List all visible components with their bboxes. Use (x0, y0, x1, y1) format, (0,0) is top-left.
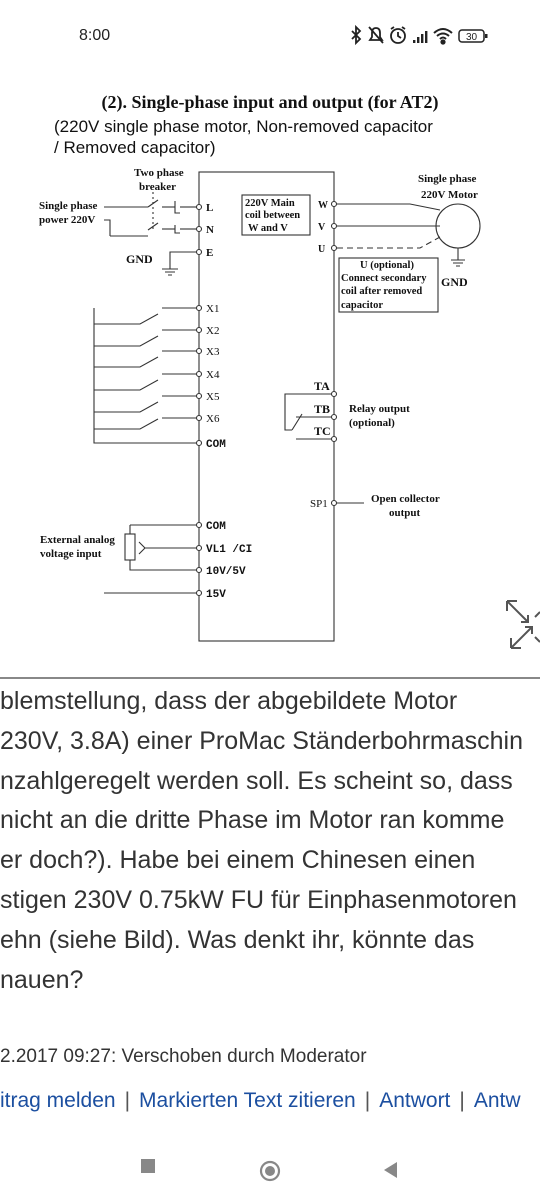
terminal-15v: 15V (206, 589, 226, 601)
analog-label-2: voltage input (40, 548, 102, 560)
relay-label-1: Relay output (349, 403, 410, 415)
coil-label-3: W and V (248, 223, 288, 234)
status-time: 8:00 (79, 27, 111, 44)
post-line-6: stigen 230V 0.75kW FU für Einphasenmotoren (0, 886, 517, 914)
post-line-8: nauen? (0, 966, 84, 994)
quote-selection-link[interactable]: Markierten Text zitieren (139, 1089, 356, 1112)
signal-icon (413, 31, 427, 43)
digital-input-switches (94, 308, 196, 429)
terminal-x4: X4 (206, 369, 220, 381)
moved-by-moderator-note: 2.2017 09:27: Verschoben durch Moderator (0, 1046, 367, 1067)
motor-label-2: 220V Motor (421, 189, 478, 201)
oc-label-2: output (389, 507, 421, 519)
wifi-icon (434, 29, 452, 44)
post-line-3: nzahlgeregelt werden soll. Es scheint so, dass (0, 767, 513, 795)
oc-label-1: Open collector (371, 493, 440, 505)
terminal-x5: X5 (206, 391, 220, 403)
post-body (0, 679, 540, 1119)
reply-with-quote-link[interactable]: Antw (473, 1089, 521, 1112)
action-separator: | (459, 1089, 465, 1112)
post-action-bar (0, 1089, 521, 1113)
note-line-3: coil after removed (341, 286, 423, 297)
breaker-label-2: breaker (139, 181, 177, 193)
terminal-w: W (318, 200, 328, 211)
diagram-subtitle-2: / Removed capacitor) (54, 138, 216, 157)
analog-label-1: External analog (40, 534, 115, 546)
note-line-1: U (optional) (360, 260, 414, 271)
gnd-right-label: GND (441, 275, 468, 289)
mute-icon (369, 27, 383, 43)
terminal-n: N (206, 224, 214, 236)
post-line-1: blemstellung, dass der abgebildete Motor (0, 687, 458, 715)
terminal-e: E (206, 247, 214, 259)
post-line-2: 230V, 3.8A) einer ProMac Ständerbohrmaschin (0, 727, 523, 755)
terminal-sp1: SP1 (310, 498, 328, 510)
action-separator: | (364, 1089, 371, 1112)
action-separator: | (124, 1089, 131, 1112)
wiring-diagram-image (0, 72, 540, 678)
post-line-7: ehn (siehe Bild). Was denkt ihr, könnte das (0, 926, 475, 954)
diagram-title: (2). Single-phase input and output (for AT2) (101, 92, 439, 112)
coil-label-1: 220V Main (245, 198, 295, 209)
terminal-tb: TB (314, 402, 331, 416)
system-nav-bar (0, 1140, 540, 1200)
alarm-icon (391, 27, 405, 43)
terminal-x3: X3 (206, 346, 220, 358)
note-line-2: Connect secondary (341, 273, 427, 284)
terminal-vl1-ci: VL1 /CI (206, 544, 253, 556)
coil-label-2: coil between (245, 210, 301, 221)
terminal-x6: X6 (206, 413, 220, 425)
terminal-com-2: COM (206, 521, 226, 533)
report-post-link[interactable]: itrag melden (0, 1089, 116, 1112)
breaker-label-1: Two phase (134, 167, 184, 179)
terminal-v: V (318, 222, 326, 233)
motor-symbol (436, 204, 480, 248)
terminal-tc: TC (314, 424, 331, 438)
terminal-com-1: COM (206, 439, 226, 451)
bluetooth-icon (352, 27, 360, 43)
terminal-10v-5v: 10V/5V (206, 566, 246, 578)
motor-label-1: Single phase (418, 173, 477, 185)
post-line-4: nicht an die dritte Phase im Motor ran komme (0, 806, 505, 834)
home-button[interactable] (258, 1159, 282, 1183)
note-line-4: capacitor (341, 300, 383, 311)
back-button[interactable] (382, 1161, 400, 1179)
relay-label-2: (optional) (349, 417, 395, 429)
battery-icon (459, 30, 488, 43)
status-bar (0, 0, 540, 72)
battery-level: 30 (465, 32, 478, 43)
power-label-2: power 220V (39, 214, 96, 226)
status-icons (348, 24, 510, 48)
power-label-1: Single phase (39, 200, 98, 212)
diagram-subtitle-1: (220V single phase motor, Non-removed capacitor (54, 117, 433, 136)
terminal-l: L (206, 202, 214, 214)
recent-apps-button[interactable] (140, 1158, 156, 1174)
terminal-u: U (318, 244, 326, 255)
gnd-left-label: GND (126, 252, 153, 266)
terminal-ta: TA (314, 379, 330, 393)
collapse-image-icon[interactable] (507, 601, 540, 648)
reply-link[interactable]: Antwort (379, 1089, 451, 1112)
post-line-5: er doch?). Habe bei einem Chinesen einen (0, 846, 476, 874)
terminal-x2: X2 (206, 325, 220, 337)
terminal-x1: X1 (206, 303, 220, 315)
